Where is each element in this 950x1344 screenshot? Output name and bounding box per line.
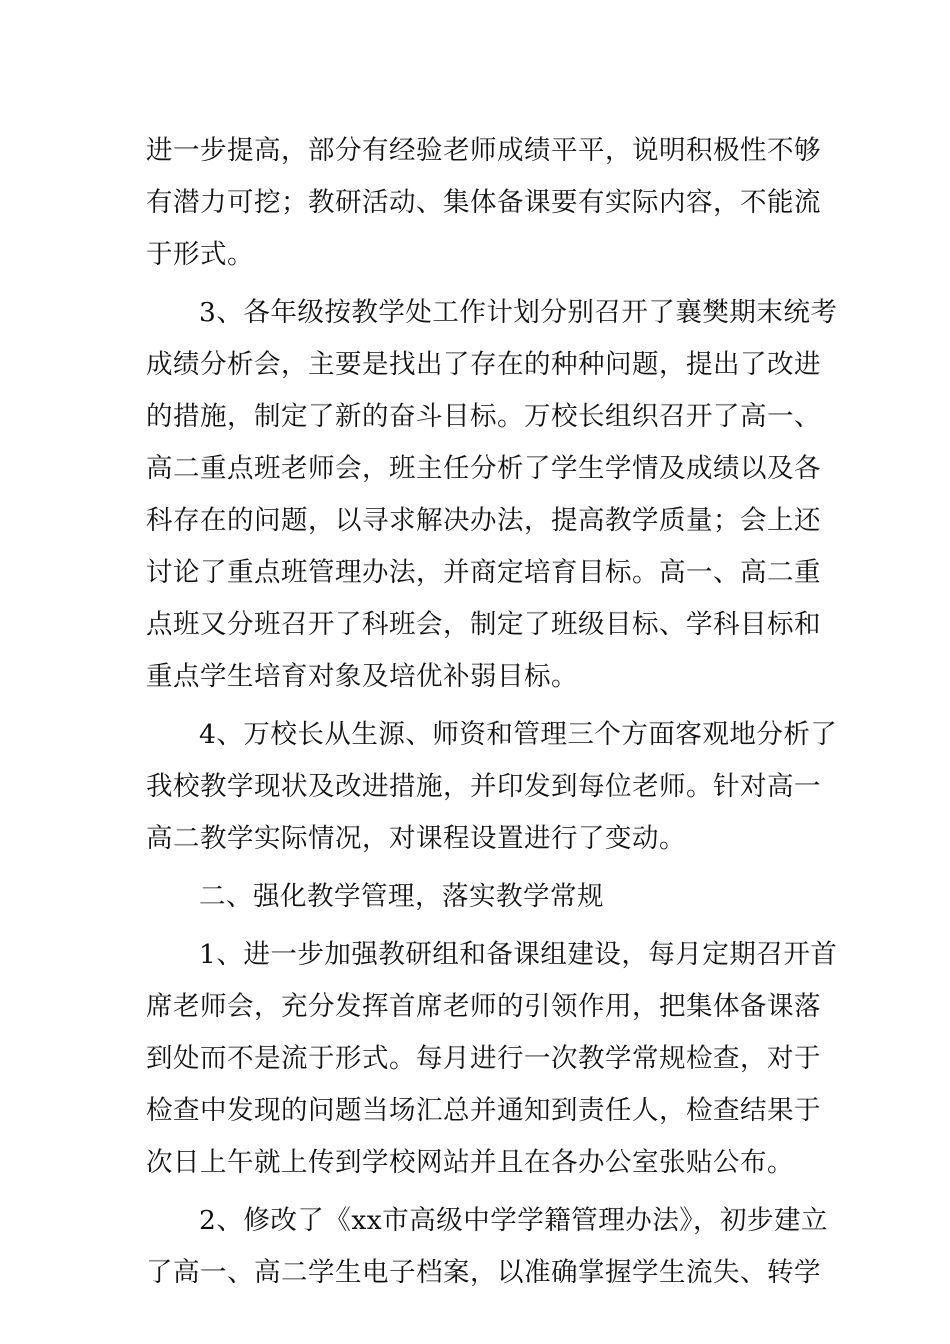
text-line: 进一步提高，部分有经验老师成绩平平，说明积极性不够 bbox=[146, 135, 821, 166]
text-line: 4、万校长从生源、师资和管理三个方面客观地分析了 bbox=[199, 719, 838, 750]
text-line: 于形式。 bbox=[146, 239, 254, 270]
text-line: 二、强化教学管理，落实教学常规 bbox=[199, 881, 604, 912]
text-line: 重点学生培育对象及培优补弱目标。 bbox=[146, 661, 578, 692]
paragraph bbox=[146, 287, 838, 703]
section-heading bbox=[146, 871, 808, 923]
text-line: 成绩分析会，主要是找出了存在的种种问题，提出了改进 bbox=[146, 349, 821, 380]
text-line: 3、各年级按教学处工作计划分别召开了襄樊期末统考 bbox=[199, 297, 838, 328]
text-line: 我校教学现状及改进措施，并印发到每位老师。针对高一 bbox=[146, 771, 821, 802]
text-line: 1、进一步加强教研组和备课组建设，每月定期召开首 bbox=[199, 939, 838, 970]
document-body bbox=[146, 125, 838, 1299]
text-line: 科存在的问题，以寻求解决办法，提高教学质量；会上还 bbox=[146, 505, 821, 536]
paragraph bbox=[146, 709, 838, 865]
text-line: 了高一、高二学生电子档案，以准确掌握学生流失、转学 bbox=[146, 1257, 821, 1288]
text-line: 检查中发现的问题当场汇总并通知到责任人，检查结果于 bbox=[146, 1095, 821, 1126]
text-line: 高二教学实际情况，对课程设置进行了变动。 bbox=[146, 823, 686, 854]
text-line: 有潜力可挖；教研活动、集体备课要有实际内容，不能流 bbox=[146, 187, 821, 218]
text-line: 讨论了重点班管理办法，并商定培育目标。高一、高二重 bbox=[146, 557, 821, 588]
text-line: 次日上午就上传到学校网站并且在各办公室张贴公布。 bbox=[146, 1147, 794, 1178]
paragraph bbox=[146, 1195, 828, 1299]
text-line: 到处而不是流于形式。每月进行一次教学常规检查，对于 bbox=[146, 1043, 821, 1074]
text-line: 席老师会，充分发挥首席老师的引领作用，把集体备课落 bbox=[146, 991, 821, 1022]
paragraph bbox=[146, 125, 821, 281]
text-line: 点班又分班召开了科班会，制定了班级目标、学科目标和 bbox=[146, 609, 821, 640]
text-line: 的措施，制定了新的奋斗目标。万校长组织召开了高一、 bbox=[146, 401, 821, 432]
paragraph bbox=[146, 929, 838, 1189]
text-line: 2、修改了《xx市高级中学学籍管理办法》，初步建立 bbox=[199, 1205, 828, 1236]
text-line: 高二重点班老师会，班主任分析了学生学情及成绩以及各 bbox=[146, 453, 821, 484]
